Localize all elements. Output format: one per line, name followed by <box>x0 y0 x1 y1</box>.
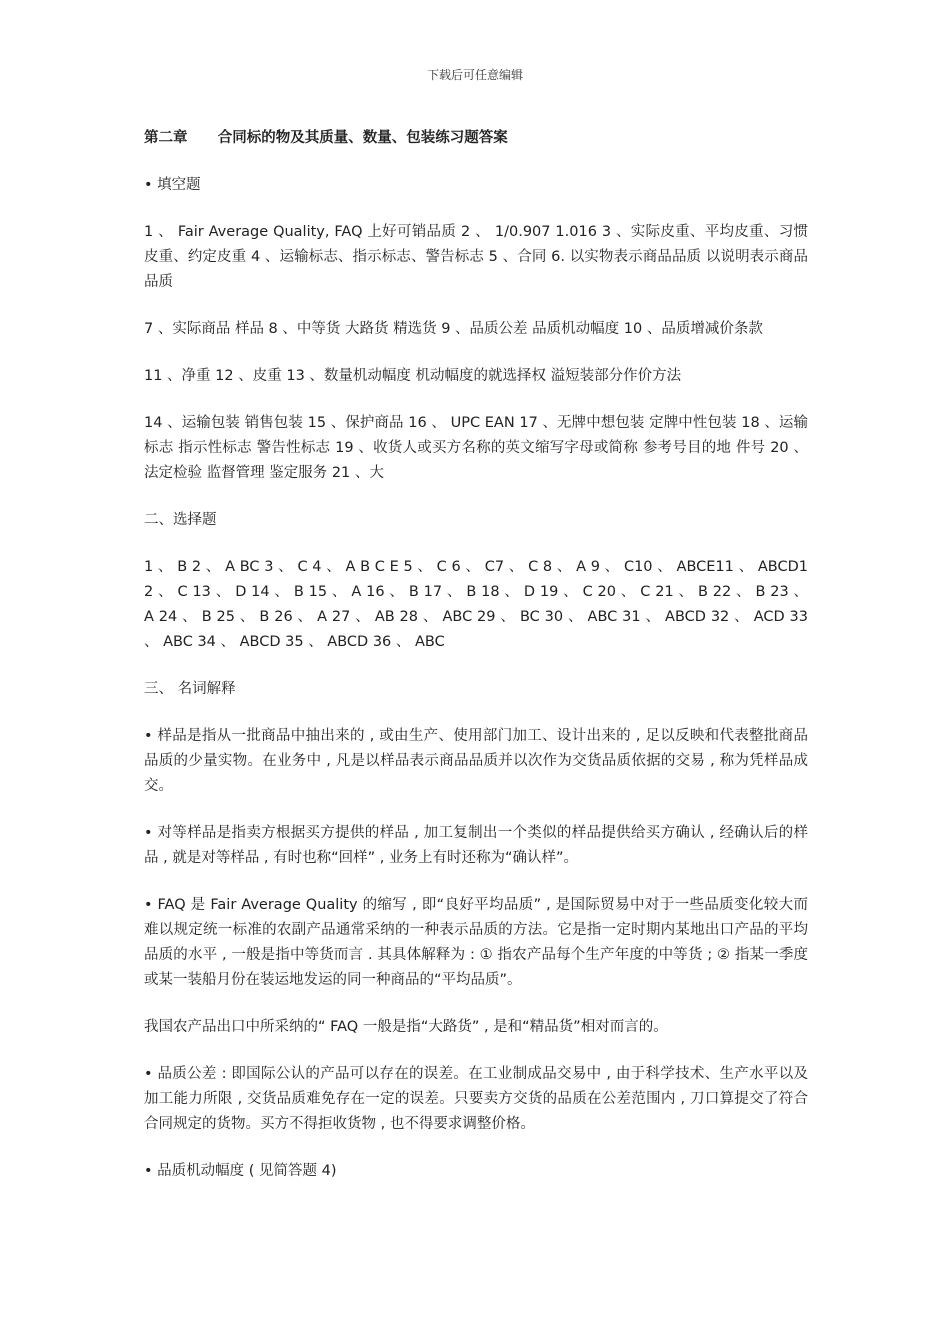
terms-paragraph-5: • 品质公差 : 即国际公认的产品可以存在的误差。在工业制成品交易中 , 由于科学技术、生产水平以及加工能力所限 , 交货品质难免存在一定的误差。只要卖方交货的品质在公差范围内 , 刀口算提交了符合合同规定的货物。买方不得拒收货物 , 也不得要求调整价格。 <box>144 1066 808 1132</box>
terms-paragraph-4: 我国农产品出口中所采纳的“ FAQ 一般是指“大路货” , 是和“精品货”相对而言的。 <box>144 1019 668 1035</box>
choice-paragraph: 1 、 B 2 、 A BC 3 、 C 4 、 A B C E 5 、 C 6 、 C7 、 C 8 、 A 9 、 C10 、 ABCE11 、 ABCD12 、 C 13 、 D 14 、 B 15 、 A 16 、 B 17 、 B 18 、 D 19 、 C 20 、 C 21 、 B 22 、 B 23 、 A 24 、 B 25 、 B 26 、 A 27 、 AB 28 、 ABC 29 、 BC 30 、 ABC 31 、 ABCD 32 、 ACD 33 、 ABC 34 、 ABCD 35 、 ABCD 36 、 ABC <box>144 559 808 650</box>
terms-paragraph-1: • 样品是指从一批商品中抽出来的 , 或由生产、使用部门加工、设计出来的 , 足以反映和代表整批商品品质的少量实物。在业务中 , 凡是以样品表示商品品质并以次作为交货品质依据的交易 , 称为凭样品成交。 <box>144 728 808 794</box>
terms-paragraph-2: • 对等样品是指卖方根据买方提供的样品 , 加工复制出一个类似的样品提供给买方确认 , 经确认后的样品 , 就是对等样品 , 有时也称“回样” , 业务上有时还称为“确认样”。 <box>144 825 808 866</box>
fill-heading: • 填空题 <box>144 177 201 193</box>
fill-paragraph-3: 11 、净重 12 、皮重 13 、数量机动幅度 机动幅度的就选择权 溢短装部分作价方法 <box>144 368 682 384</box>
document-body <box>144 126 808 1206</box>
fill-paragraph-2: 7 、实际商品 样品 8 、中等货 大路货 精选货 9 、品质公差 品质机动幅度 10 、品质增减价条款 <box>144 321 763 337</box>
terms-heading: 三、 名词解释 <box>144 681 236 697</box>
fill-paragraph-4: 14 、运输包装 销售包装 15 、保护商品 16 、 UPC EAN 17 、无牌中想包装 定牌中性包装 18 、运输标志 指示性标志 警告性标志 19 、收货人或买方名称的英文缩写字母或简称 参考号目的地 件号 20 、法定检验 监督管理 鉴定服务 21 、大 <box>144 415 808 481</box>
choice-heading: 二、选择题 <box>144 512 217 528</box>
terms-paragraph-3: • FAQ 是 Fair Average Quality 的缩写 , 即“良好平均品质” , 是国际贸易中对于一些品质变化较大而难以规定统一标准的农副产品通常采纳的一种表示品质的方法。它是指一定时期内某地出口产品的平均品质的水平 , 一般是指中等货而言 . 其具体解释为 : ① 指农产品每个生产年度的中等货 ; ② 指某一季度或某一装船月份在装运地发运的同一种商品的“平均品质”。 <box>144 897 808 988</box>
terms-paragraph-6: • 品质机动幅度 ( 见简答题 4) <box>144 1163 337 1179</box>
chapter-title: 第二章 合同标的物及其质量、数量、包装练习题答案 <box>144 130 508 146</box>
header-note: 下载后可任意编辑 <box>426 68 523 82</box>
fill-paragraph-1: 1 、 Fair Average Quality, FAQ 上好可销品质 2 、 1/0.907 1.016 3 、实际皮重、平均皮重、习惯皮重、约定皮重 4 、运输标志、指示标志、警告标志 5 、合同 6. 以实物表示商品品质 以说明表示商品品质 <box>144 224 808 290</box>
